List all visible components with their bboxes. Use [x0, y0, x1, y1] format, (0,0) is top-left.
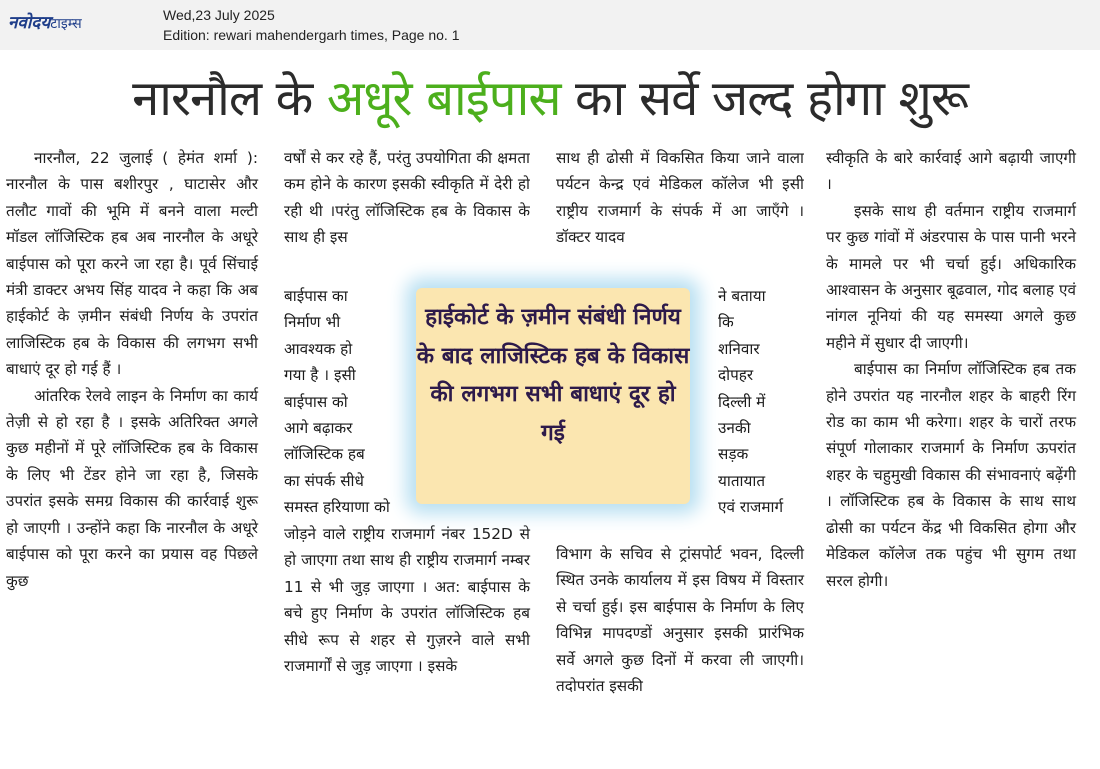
article-paragraph: साथ ही ढोसी में विकसित किया जाने वाला पर्यटन केन्द्र एवं मेडिकल कॉलेज भी इसी राष्ट्रीय राजमार्ग के संपर्क में आ जाएँगे । डॉक्टर यादव — [556, 149, 804, 247]
narrow-line: बाईपास को — [284, 392, 348, 411]
headline-highlight: अधूरे बाईपास — [326, 70, 561, 127]
article-paragraph: नारनौल, 22 जुलाई ( हेमंत शर्मा ): नारनौल के पास बशीरपुर , घाटासेर और तलौट गावों की भूमि में बनने वाला मल्टी मॉडल लॉजिस्टिक हब अब नारनौल के अधूरे बाईपास को पूरा करने जा रहा है। पूर्व सिंचाई मंत्री डाक्टर अभय सिंह यादव ने कहा कि अब हाईकोर्ट के ज़मीन संबंधी निर्णय के उपरांत लाजिस्टिक हब के विकास की लगभग सभी बाधाएं दूर हो गई हैं । — [6, 149, 258, 379]
narrow-line: कि — [718, 313, 734, 332]
headline-part3: का सर्वे जल्द होगा शुरू — [560, 70, 968, 127]
article-column-3-top — [556, 145, 804, 277]
edition-name: Edition: rewari mahendergarh times, Page no. 1 — [163, 27, 460, 43]
article-paragraph: जोड़ने वाले राष्ट्रीय राजमार्ग नंबर 152D से हो जाएगा तथा साथ ही राष्ट्रीय राजमार्ग नम्बर 11 से भी जुड़ जाएगा । अत: बाईपास के बचे हुए निर्माण के उपरांत लॉजिस्टिक हब सीधे रूप से शहर से गुज़रने वाले सभी राजमार्गों से जुड़ जाएगा । इसके — [284, 525, 530, 676]
article-column-3-narrow — [718, 283, 804, 521]
edition-date: Wed,23 July 2025 — [163, 7, 275, 23]
narrow-line: ने बताया — [718, 287, 766, 305]
narrow-line: लॉजिस्टिक हब — [284, 445, 365, 464]
article-paragraph: बाईपास का निर्माण लॉजिस्टिक हब तक होने उपरांत यह नारनौल शहर के बाहरी रिंग रोड का काम भी करेगा। शहर के चारों तरफ संपूर्ण गोलाकार राजमार्ग के निर्माण ऊपरांत शहर के चहुमुखी विकास की संभावनाएं बढ़ेंगी । लॉजिस्टिक हब के विकास के साथ साथ ढोसी का पर्यटन केंद्र भी विकसित होगा और मेडिकल कॉलेज तक पहुंच भी सुगम तथा सरल होगी। — [826, 360, 1076, 590]
edition-info — [163, 5, 460, 45]
narrow-line: बाईपास का — [284, 287, 348, 305]
narrow-line: निर्माण भी — [284, 313, 341, 332]
article-column-2-narrow — [284, 283, 396, 521]
narrow-line: का संपर्क सीधे — [284, 471, 364, 490]
narrow-line: उनकी — [718, 419, 751, 438]
article-paragraph: स्वीकृति के बारे कार्रवाई आगे बढ़ायी जाएगी । — [826, 149, 1076, 194]
narrow-line: आगे बढ़ाकर — [284, 419, 353, 438]
narrow-line: यातायात — [718, 471, 766, 490]
article-column-2-bottom — [284, 521, 530, 679]
article-column-3-bottom — [556, 541, 804, 699]
masthead-bar — [0, 0, 1100, 50]
article-column-1 — [6, 145, 258, 594]
page-title — [0, 64, 1100, 134]
headline-part1: नारनौल के — [132, 70, 327, 127]
narrow-line: दोपहर — [718, 366, 754, 385]
narrow-line: समस्त हरियाणा को — [284, 498, 390, 517]
narrow-line: एवं राजमार्ग — [718, 498, 784, 517]
narrow-line: शनिवार — [718, 339, 760, 358]
pull-quote-box — [416, 288, 690, 504]
narrow-line: सड़क — [718, 445, 749, 464]
pull-quote-text: हाईकोर्ट के ज़मीन संबंधी निर्णय के बाद लाजिस्टिक हब के विकास की लगभग सभी बाधाएं दूर हो गई — [416, 304, 690, 446]
narrow-line: आवश्यक हो — [284, 339, 353, 358]
article-paragraph: इसके साथ ही वर्तमान राष्ट्रीय राजमार्ग पर कुछ गांवों में अंडरपास के पास पानी भरने के मामले पर भी चर्चा हुई। अधिकारिक आश्वासन के अनुसार बूढवाल, गोद बलाह एवं नांगल नूनियां की यह समस्या अगले कुछ महीने में सुधार दी जाएगी। — [826, 201, 1076, 352]
article-column-2-top — [284, 145, 530, 277]
article-paragraph: विभाग के सचिव से ट्रांसपोर्ट भवन, दिल्ली स्थित उनके कार्यालय में इस विषय में विस्तार से चर्चा हुई। इस बाईपास के निर्माण के लिए विभिन्न मापदण्डों अनुसार इसकी प्रारंभिक सर्वे अगले कुछ दिनों में करवा ली जाएगी। तदोपरांत इसकी — [556, 545, 804, 696]
logo-main: नवोदय — [8, 13, 51, 33]
narrow-line: गया है । इसी — [284, 366, 356, 385]
article-column-4 — [826, 145, 1076, 594]
logo-sub: टाइम्स — [50, 16, 82, 32]
narrow-line: दिल्ली में — [718, 392, 766, 411]
newspaper-logo[interactable] — [8, 10, 82, 33]
article-paragraph: वर्षों से कर रहे हैं, परंतु उपयोगिता की क्षमता कम होने के कारण इसकी स्वीकृति में देरी हो रही थी ।परंतु लॉजिस्टिक हब के विकास के साथ ही इस — [284, 149, 530, 247]
article-paragraph: आंतरिक रेलवे लाइन के निर्माण का कार्य तेज़ी से हो रहा है । इसके अतिरिक्त अगले कुछ महीनों में पूरे लॉजिस्टिक हब के विकास के लिए भी टेंडर होने जा रहा है, जिसके उपरांत इसके समग्र विकास की कार्रवाई शुरू हो जाएगी । उन्होंने कहा कि नारनौल के अधूरे बाईपास को पूरा करने का प्रयास वह पिछले कुछ — [6, 386, 258, 590]
